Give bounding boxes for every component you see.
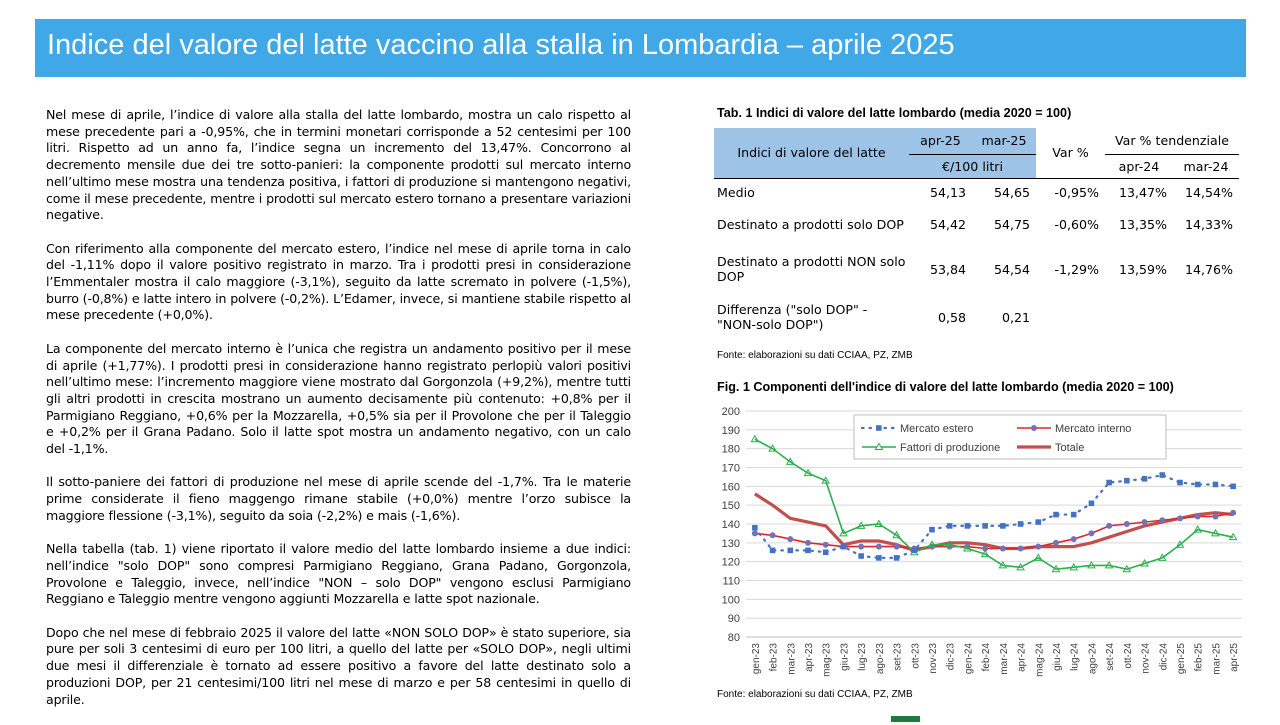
point-mercato-interno <box>1142 519 1148 525</box>
cell-var: -0,95% <box>1054 184 1099 200</box>
x-tick-label: mar-24 <box>998 643 1010 675</box>
table-caption: Tab. 1 Indici di valore del latte lombardo (media 2020 = 100) <box>717 106 1072 120</box>
legend-marker-mercato-interno <box>1031 425 1037 431</box>
header-mar25: mar-25 <box>972 128 1036 154</box>
point-mercato-estero <box>1089 500 1095 506</box>
point-mercato-estero <box>982 523 988 529</box>
y-tick-label: 80 <box>727 632 740 644</box>
x-tick-label: giu-24 <box>1052 643 1063 671</box>
decorative-footer-mark <box>891 716 920 722</box>
cell-apr25: 53,84 <box>929 261 966 277</box>
point-mercato-interno <box>752 530 758 536</box>
paragraph: Nella tabella (tab. 1) viene riportato il valore medio del latte lombardo insieme a due indici: nell’indice "solo DOP" sono compresi Parmigiano Reggiano, Grana Padano, Gorgonzola, Provolone e Taleggio, invece, nell’indice "NON – solo DOP" vengono esclusi Parmigiano Reggiano e Taleggio mentre vengono aggiunti Mozzarella e latte spot nazionale. <box>46 541 631 607</box>
row-label: Destinato a prodotti solo DOP <box>717 216 904 232</box>
x-tick-label: dic-24 <box>1158 643 1170 671</box>
point-mercato-estero <box>787 548 793 554</box>
cell-apr24: 13,35% <box>1118 216 1167 232</box>
cell-apr24: 13,59% <box>1118 261 1167 277</box>
point-mercato-interno <box>1071 536 1077 542</box>
cell-mar25: 0,21 <box>1001 309 1030 325</box>
header-mar24: mar-24 <box>1183 158 1229 174</box>
cell-apr25: 54,13 <box>929 184 966 200</box>
row-label: Destinato a prodotti NON solo DOP <box>717 254 906 284</box>
point-fattori-produzione <box>751 436 758 442</box>
header-label: Indici di valore del latte <box>714 128 909 178</box>
header-tendenziale: Var % tendenziale <box>1105 128 1239 154</box>
point-mercato-estero <box>805 548 811 554</box>
cell-apr25: 0,58 <box>937 309 966 325</box>
paragraph: Dopo che nel mese di febbraio 2025 il valore del latte «NON SOLO DOP» è stato superiore, sia pure per soli 3 centesimi di euro per 100 litri, a quello del latte per «SOLO DOP», negli ultimi due mesi il differenziale è tornato ad essere positivo a favore del latte destinato solo a produzioni DOP, per 21 centesimi/100 litri nel mese di marzo e per 58 centesimi in quello di aprile. <box>46 624 631 707</box>
point-mercato-interno <box>1088 530 1094 536</box>
legend-label: Fattori di produzione <box>900 442 1001 454</box>
cell-apr25: 54,42 <box>929 216 966 232</box>
cell-apr24: 13,47% <box>1118 184 1167 200</box>
row-label: Medio <box>717 184 755 200</box>
point-mercato-estero <box>1177 480 1183 486</box>
cell-mar24: 14,54% <box>1184 184 1234 200</box>
x-tick-label: apr-23 <box>804 643 815 672</box>
point-mercato-interno <box>823 542 829 548</box>
cell-var: -0,60% <box>1054 216 1099 232</box>
x-tick-label: ago-24 <box>1087 643 1099 675</box>
point-mercato-interno <box>787 536 793 542</box>
point-mercato-interno <box>1106 523 1112 529</box>
point-mercato-interno <box>1124 521 1130 527</box>
point-mercato-estero <box>876 555 882 561</box>
y-tick-label: 110 <box>722 575 740 588</box>
x-tick-label: ott-24 <box>1122 643 1134 669</box>
point-mercato-interno <box>1035 544 1041 550</box>
point-mercato-estero <box>929 527 935 533</box>
point-mercato-estero <box>841 544 847 550</box>
table-row <box>714 178 1239 206</box>
point-mercato-estero <box>1035 519 1041 525</box>
point-mercato-estero <box>965 523 971 529</box>
x-tick-label: lug-23 <box>857 643 869 671</box>
row-label: Differenza ("solo DOP" - "NON-solo DOP") <box>717 302 868 332</box>
x-tick-label: feb-25 <box>1193 643 1205 672</box>
cell-mar25: 54,75 <box>993 216 1030 232</box>
y-tick-label: 100 <box>721 594 740 607</box>
point-mercato-estero <box>823 549 829 555</box>
header-var: Var % <box>1052 145 1089 161</box>
point-mercato-interno <box>1053 540 1059 546</box>
paragraph: Nel mese di aprile, l’indice di valore alla stalla del latte lombardo, mostra un calo rispetto al mese precedente pari a -0,95%, che in termini monetari corrisponde a 52 centesimi per 100 litri. Rispetto ad un anno fa, l’indice segna un incremento del 13,47%. Concorrono al decremento mensile due dei tre sotto-panieri: la componente prodotti sul mercato interno nell’ultimo mese mostra una tendenza positiva, i fattori di produzione si mantengono negativi, come il mese precedente, mentre i prodotti sul mercato estero tornano a presentare variazioni negative. <box>46 107 631 223</box>
point-mercato-interno <box>1018 545 1024 551</box>
y-tick-label: 170 <box>721 462 740 475</box>
point-mercato-interno <box>876 544 882 550</box>
point-mercato-interno <box>1000 545 1006 551</box>
paragraph: Il sotto-paniere dei fattori di produzione nel mese di aprile scende del -1,7%. Tra le materie prime considerate il fieno maggengo rimane stabile (+0,0%) mentre l’orzo subisce la maggiore flessione (-3,1%), seguito da soia (-2,2%) e mais (-1,6%). <box>46 474 631 523</box>
y-tick-label: 120 <box>721 556 740 569</box>
y-tick-label: 160 <box>721 481 740 494</box>
title-bar <box>35 19 1246 77</box>
cell-var <box>1036 296 1105 338</box>
point-mercato-estero <box>1000 523 1006 529</box>
point-mercato-estero <box>947 523 953 529</box>
body-text <box>46 107 631 725</box>
x-tick-label: gen-25 <box>1176 643 1187 675</box>
figure-caption: Fig. 1 Componenti dell'indice di valore del latte lombardo (media 2020 = 100) <box>717 380 1174 394</box>
point-mercato-interno <box>770 532 776 538</box>
point-mercato-estero <box>894 555 900 561</box>
point-mercato-estero <box>752 525 758 531</box>
y-tick-label: 180 <box>721 443 740 456</box>
x-tick-label: nov-24 <box>1140 643 1152 674</box>
point-mercato-estero <box>1053 512 1059 518</box>
point-mercato-interno <box>1212 513 1218 519</box>
table-row <box>714 296 1239 338</box>
x-tick-label: mar-25 <box>1211 643 1223 675</box>
line-chart <box>714 402 1246 688</box>
x-tick-label: set-23 <box>892 643 904 671</box>
legend-label: Mercato estero <box>900 423 974 435</box>
x-tick-label: apr-24 <box>1016 643 1028 672</box>
point-mercato-interno <box>1195 513 1201 519</box>
point-mercato-estero <box>1195 482 1201 488</box>
paragraph: La componente del mercato interno è l’unica che registra un andamento positivo per il mese di aprile (+1,77%). I prodotti presi in considerazione hanno registrato perlopiù valori positivi nell’ultimo mese: l’incremento maggiore viene mostrato dal Gorgonzola (+9,2%), mentre tutti gli altri prodotti in crescita mostrano un aumento decisamente più contenuto: +0,8% per il Parmigiano Reggiano, +0,6% per la Mozzarella, +0,5% sia per il Provolone che per il Taleggio e +0,2% per il Grana Padano. Solo il latte spot mostra un andamento negativo, con un calo del -1,1%. <box>46 340 631 457</box>
x-tick-label: lug-24 <box>1069 643 1081 671</box>
paragraph: Con riferimento alla componente del mercato estero, l’indice nel mese di aprile torna in calo del -1,11% dopo il valore positivo registrato in marzo. Tra i prodotti presi in considerazione l’Emmentaler mostra il calo maggiore (-3,1%), seguito da latte scremato in polvere (-1,5%), burro (-0,8%) e latte intero in polvere (-0,2%). L’Edamer, invece, si mantiene stabile rispetto al mese precedente (+0,0%). <box>46 240 631 323</box>
point-mercato-estero <box>1230 484 1236 490</box>
x-tick-label: nov-23 <box>928 643 939 674</box>
x-tick-label: gen-24 <box>963 643 975 675</box>
point-mercato-estero <box>858 553 864 559</box>
x-tick-label: mar-23 <box>786 643 798 675</box>
figure-source: Fonte: elaborazioni su dati CCIAA, PZ, ZMB <box>717 689 913 700</box>
y-tick-label: 190 <box>721 424 740 437</box>
x-tick-label: mag-23 <box>821 643 833 677</box>
y-tick-label: 130 <box>721 537 740 550</box>
x-tick-label: giu-23 <box>839 643 851 671</box>
y-tick-label: 140 <box>721 519 740 531</box>
x-tick-label: ott-23 <box>910 643 922 669</box>
point-mercato-estero <box>1213 482 1219 488</box>
cell-mar24: 14,76% <box>1184 261 1234 277</box>
point-mercato-estero <box>770 548 776 554</box>
header-unit: €/100 litri <box>909 154 1036 178</box>
page-title: Indice del valore del latte vaccino alla stalla in Lombardia – aprile 2025 <box>47 29 955 61</box>
y-tick-label: 200 <box>721 406 740 418</box>
y-tick-label: 150 <box>721 500 740 513</box>
x-tick-label: feb-24 <box>981 643 993 672</box>
point-mercato-interno <box>1230 510 1236 516</box>
legend-label: Totale <box>1055 442 1085 454</box>
x-tick-label: dic-23 <box>945 643 957 671</box>
cell-mar25: 54,54 <box>993 261 1030 277</box>
table-row <box>714 206 1239 242</box>
table-source: Fonte: elaborazioni su dati CCIAA, PZ, ZMB <box>717 350 913 361</box>
header-apr24: apr-24 <box>1118 158 1160 174</box>
point-mercato-interno <box>894 544 900 550</box>
point-mercato-estero <box>1071 512 1077 518</box>
index-table <box>714 128 1239 338</box>
cell-mar24: 14,33% <box>1184 216 1234 232</box>
x-tick-label: set-24 <box>1105 643 1117 671</box>
point-mercato-estero <box>911 548 917 554</box>
legend-marker-mercato-estero <box>876 425 882 431</box>
cell-apr24 <box>1105 296 1173 338</box>
x-tick-label: ago-23 <box>874 643 886 675</box>
cell-var: -1,29% <box>1054 261 1099 277</box>
y-tick-label: 90 <box>727 613 740 626</box>
point-mercato-interno <box>1159 517 1165 523</box>
point-mercato-estero <box>1159 472 1165 478</box>
point-mercato-estero <box>1124 478 1130 484</box>
x-tick-label: gen-23 <box>750 643 762 675</box>
point-mercato-interno <box>805 540 811 546</box>
point-mercato-estero <box>1018 521 1024 527</box>
x-tick-label: feb-23 <box>768 643 780 672</box>
x-tick-label: apr-25 <box>1229 643 1241 672</box>
cell-mar24 <box>1173 296 1239 338</box>
point-mercato-interno <box>1177 515 1183 521</box>
point-mercato-estero <box>1106 480 1112 486</box>
legend-label: Mercato interno <box>1055 423 1132 435</box>
point-mercato-interno <box>858 544 864 550</box>
x-tick-label: mag-24 <box>1034 643 1046 677</box>
header-apr25: apr-25 <box>909 128 972 154</box>
cell-mar25: 54,65 <box>993 184 1030 200</box>
table-row <box>714 242 1239 296</box>
point-mercato-estero <box>1142 476 1148 482</box>
